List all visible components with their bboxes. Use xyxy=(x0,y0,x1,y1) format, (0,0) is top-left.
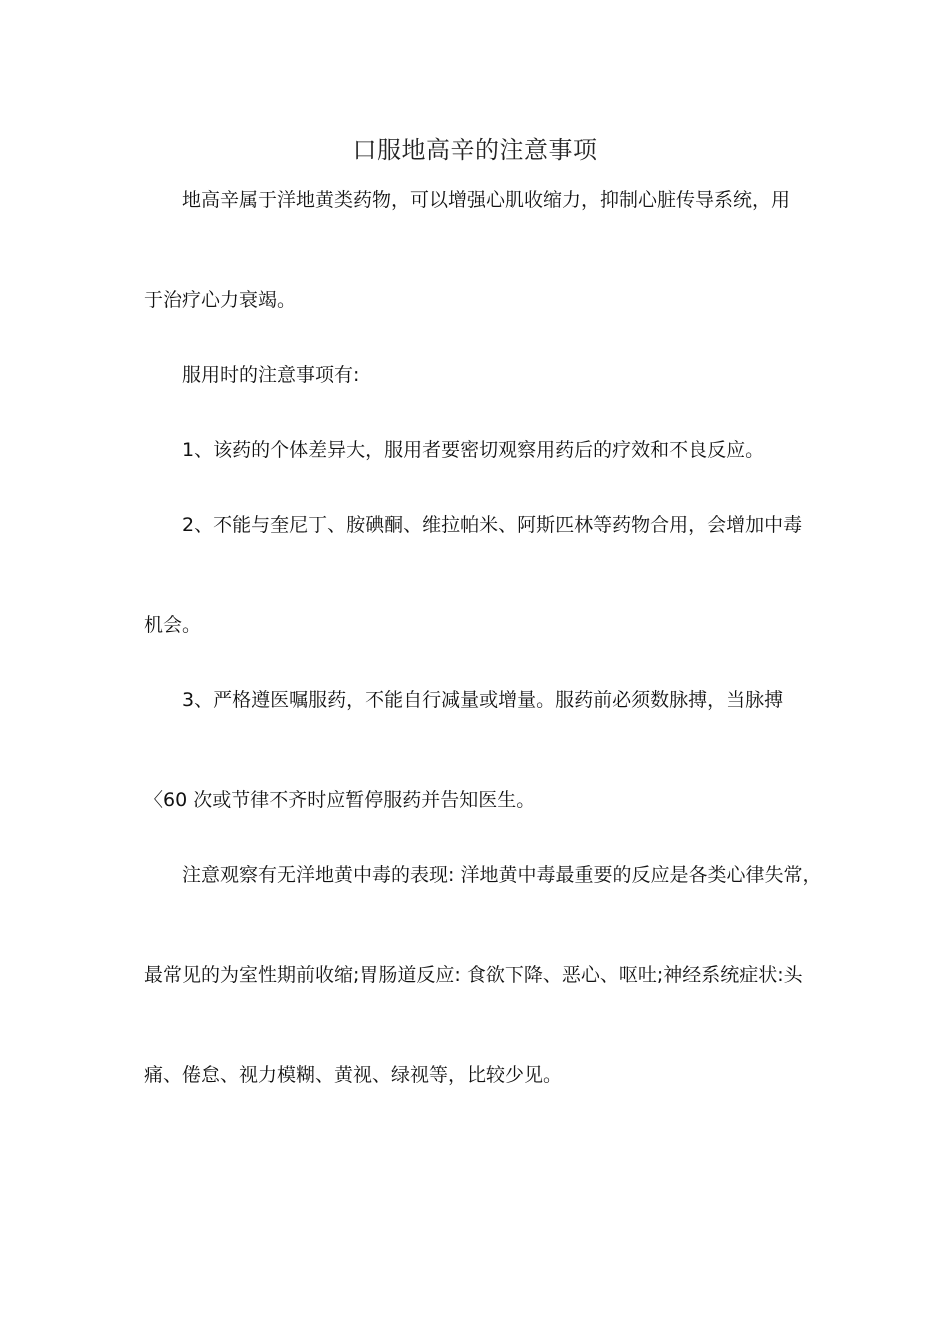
precaution-item-3-line-1: 3、严格遵医嘱服药，不能自行减量或增量。服药前必须数脉搏，当脉搏 xyxy=(182,689,784,711)
paragraph-intro-line-2: 于治疗心力衰竭。 xyxy=(144,289,297,311)
precautions-heading: 服用时的注意事项有: xyxy=(182,364,360,386)
precaution-item-3-line-2: 〈60 次或节律不齐时应暂停服药并告知医生。 xyxy=(144,789,536,811)
document-title: 口服地高辛的注意事项 xyxy=(352,136,598,164)
toxicity-paragraph-line-2: 最常见的为室性期前收缩;胃肠道反应: 食欲下降、恶心、呕吐;神经系统症状:头 xyxy=(144,964,803,986)
toxicity-paragraph-line-3: 痛、倦怠、视力模糊、黄视、绿视等，比较少见。 xyxy=(144,1064,563,1086)
paragraph-intro-line-1: 地高辛属于洋地黄类药物，可以增强心肌收缩力，抑制心脏传导系统，用 xyxy=(182,189,791,211)
precaution-item-2-line-1: 2、不能与奎尼丁、胺碘酮、维拉帕米、阿斯匹林等药物合用，会增加中毒 xyxy=(182,514,803,536)
precaution-item-2-line-2: 机会。 xyxy=(144,614,202,636)
toxicity-paragraph-line-1: 注意观察有无洋地黄中毒的表现: 洋地黄中毒最重要的反应是各类心律失常， xyxy=(182,864,822,886)
precaution-item-1: 1、该药的个体差异大，服用者要密切观察用药后的疗效和不良反应。 xyxy=(182,439,765,461)
